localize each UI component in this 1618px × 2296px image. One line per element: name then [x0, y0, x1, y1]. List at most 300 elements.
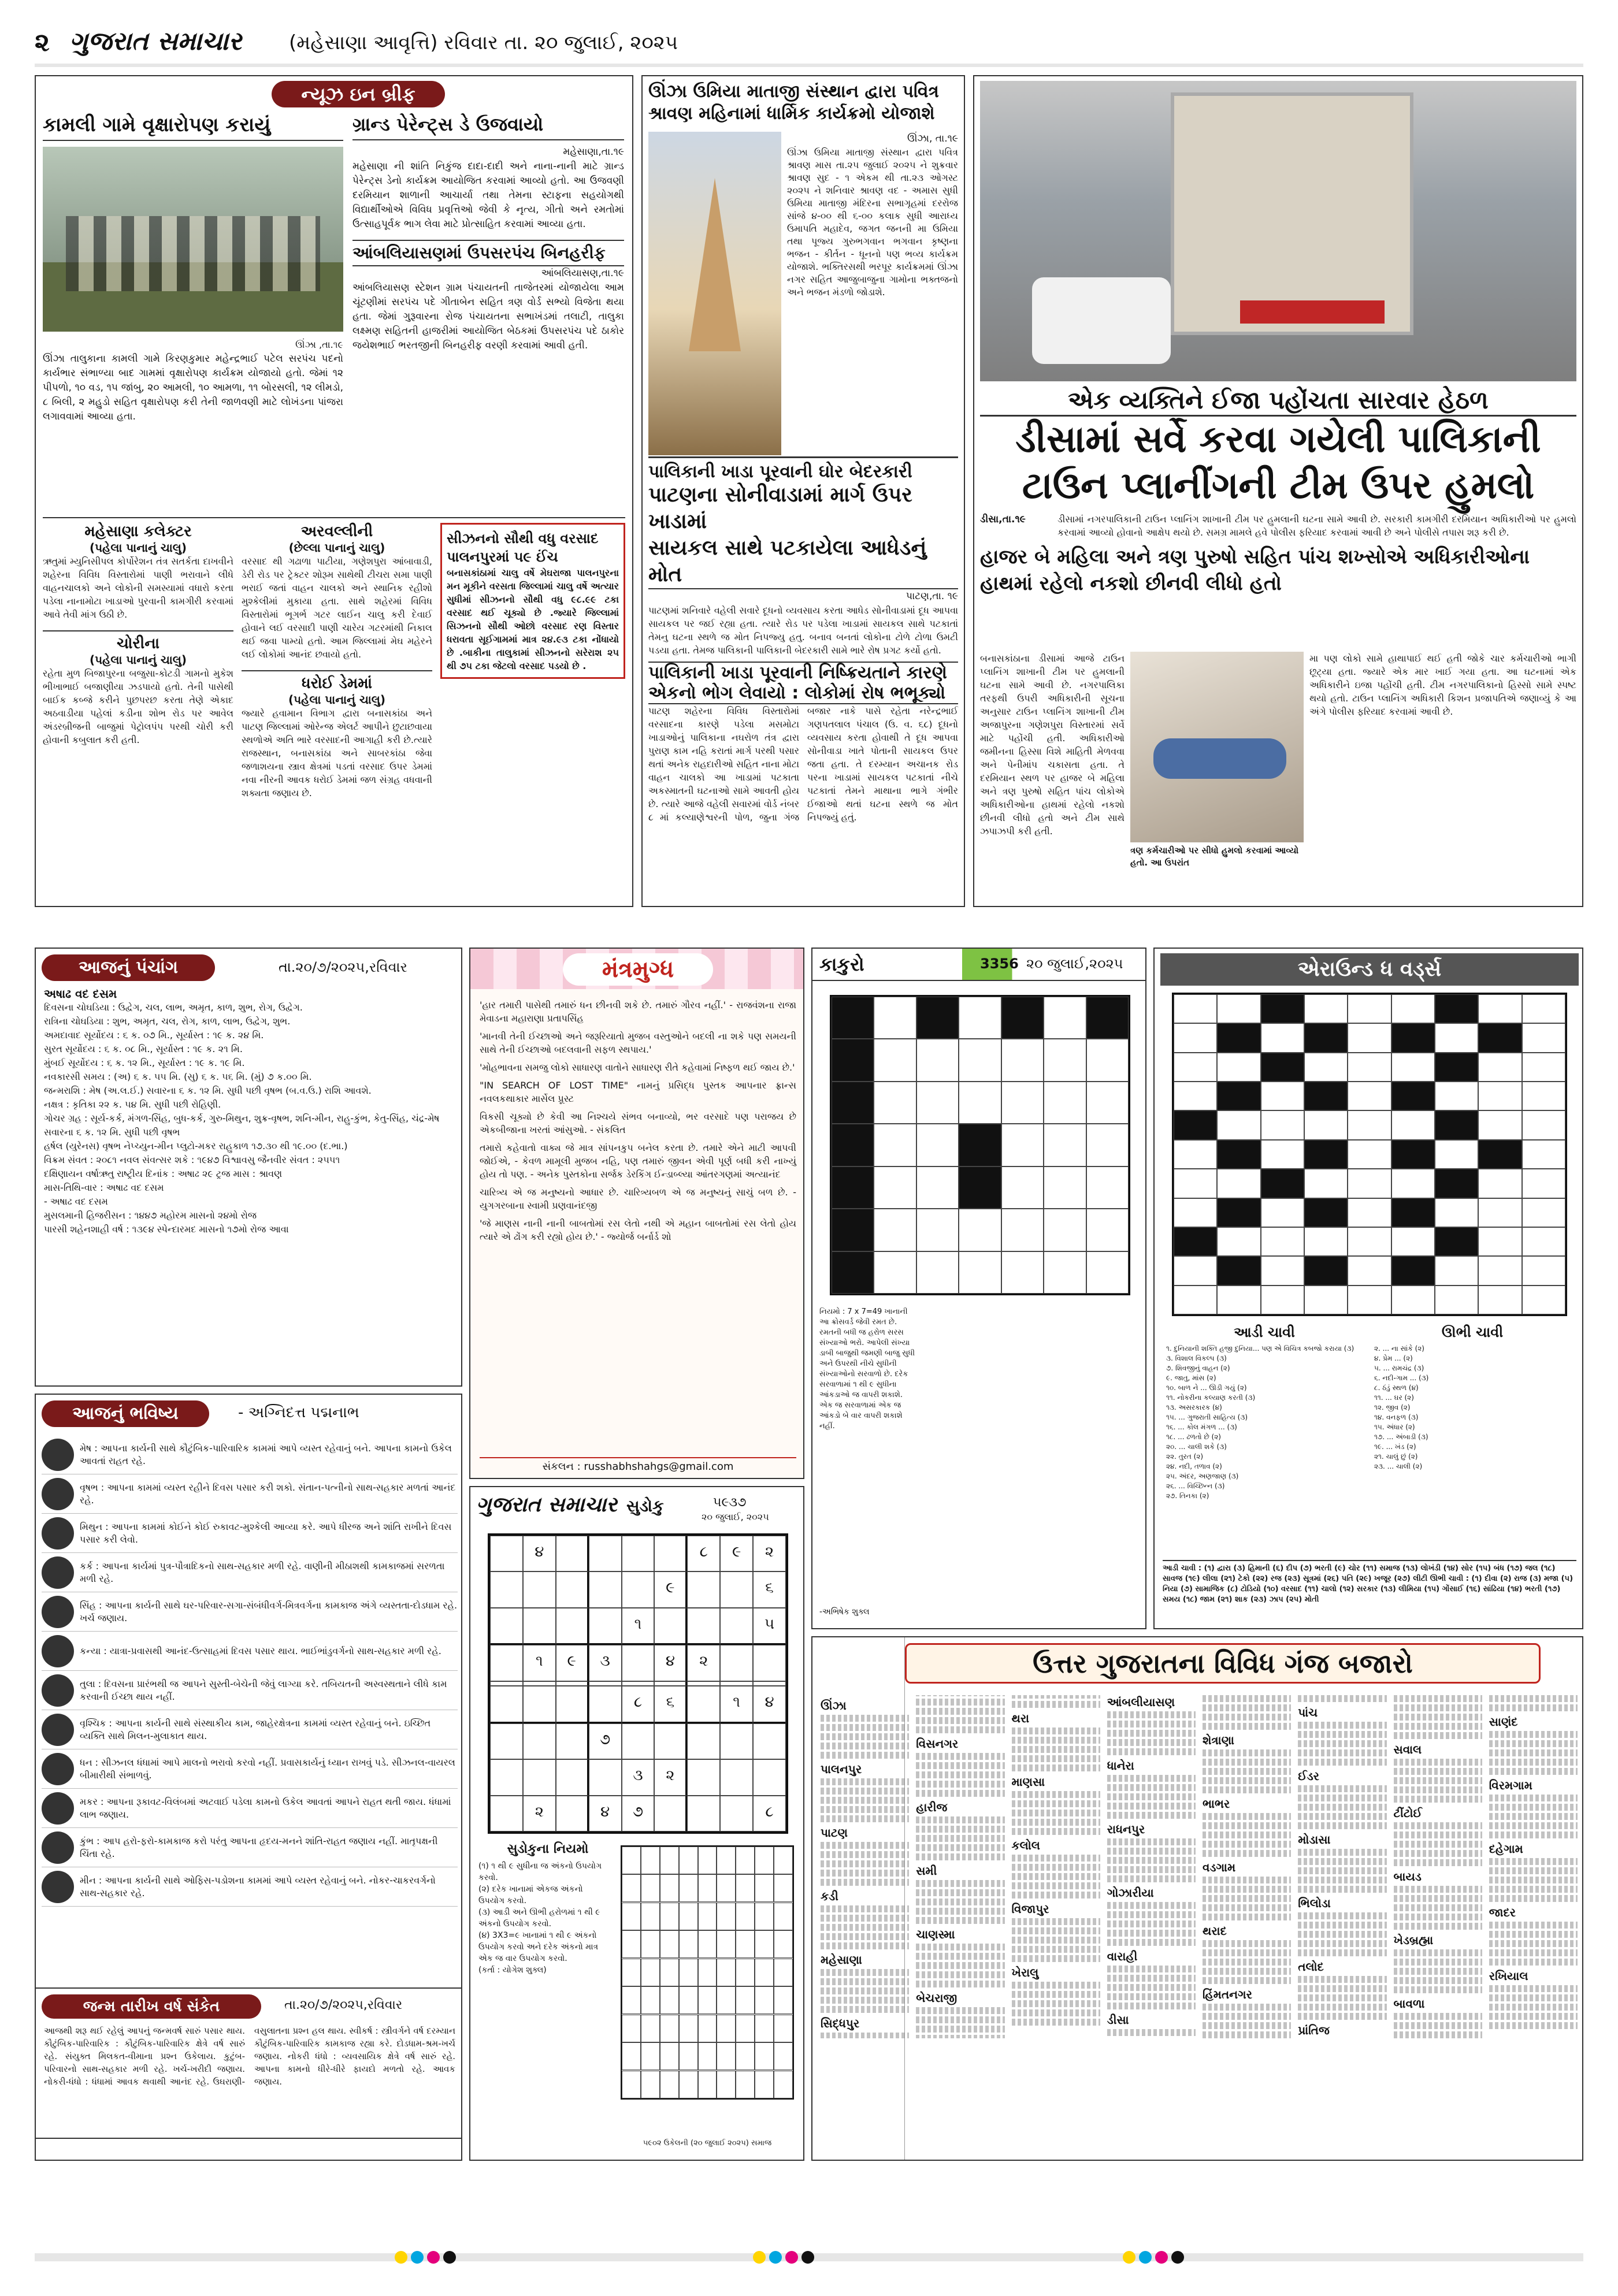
kakuro-cell[interactable] — [916, 1166, 959, 1209]
kakuro-cell[interactable] — [874, 1251, 916, 1294]
crossword-cell[interactable] — [1522, 1286, 1565, 1314]
across-clue: ૨૫. અંદર, અણજાણ (૩) — [1166, 1472, 1239, 1480]
mantra-compiler: સંકલન : russhabhshahgs@gmail.com — [480, 1457, 796, 1473]
market-price-line — [1394, 1841, 1482, 1848]
kakuro-cell[interactable] — [874, 1124, 916, 1166]
sudoku-cell[interactable]: ૪ — [654, 1645, 687, 1681]
horoscope-row — [42, 1474, 458, 1514]
crossword-cell[interactable] — [1348, 1140, 1391, 1169]
crossword-cell[interactable] — [1174, 1169, 1217, 1198]
deesa-kicker: એક વ્યક્તિને ઈજા પહોંચતા સારવાર હેઠળ — [980, 386, 1576, 417]
kakuro-cell[interactable] — [874, 1082, 916, 1124]
crossword-cell[interactable] — [1478, 1023, 1521, 1052]
kakuro-cell[interactable] — [959, 1209, 1001, 1251]
market-price-line — [916, 1835, 1004, 1842]
sudoku-cell[interactable] — [720, 1608, 753, 1645]
sudoku-cell[interactable] — [687, 1796, 720, 1831]
crossword-cell[interactable] — [1522, 1110, 1565, 1139]
horoscope-text: કર્ક : આપના કાર્યમાં પુત્ર-પૌત્રાદિકનો સાથ-સહકાર મળી રહે. વાણીની મીઠાશથી કામકાજમાં સરળતા મળી રહે. — [80, 1560, 445, 1584]
down-clue: ૧૭. ... અંબાડી (૩) — [1374, 1433, 1428, 1441]
sudoku-cell[interactable] — [556, 1759, 589, 1795]
kakuro-cell[interactable] — [1086, 997, 1129, 1039]
dateline: ઊંઝા ,તા.૧૯ — [295, 339, 343, 350]
crossword-cell[interactable] — [1261, 1286, 1304, 1314]
down-clue: ૧૨. જીવ (૨) — [1374, 1403, 1411, 1411]
crossword-cell[interactable] — [1435, 1023, 1478, 1052]
sudoku-cell[interactable] — [589, 1571, 622, 1607]
crossword-cell[interactable] — [1217, 1110, 1260, 1139]
sudoku-cell[interactable] — [687, 1686, 720, 1723]
sudoku-cell[interactable] — [556, 1681, 589, 1686]
sudoku-cell[interactable] — [687, 1759, 720, 1795]
crossword-cell[interactable] — [1174, 1198, 1217, 1227]
crossword-cell[interactable] — [1435, 1169, 1478, 1198]
crossword-cell[interactable] — [1522, 994, 1565, 1023]
sudoku-cell[interactable]: ૬ — [654, 1686, 687, 1723]
sudoku-cell[interactable]: ૫ — [753, 1608, 786, 1645]
kakuro-cell[interactable] — [1044, 997, 1086, 1039]
kakuro-cell[interactable] — [1001, 1124, 1044, 1166]
crossword-cell[interactable] — [1478, 1286, 1521, 1314]
market-price-line — [1107, 1984, 1196, 1991]
crossword-cell[interactable] — [1304, 1023, 1348, 1052]
crossword-cell[interactable] — [1217, 1286, 1260, 1314]
kakuro-cell[interactable] — [1001, 997, 1044, 1039]
sudoku-cell[interactable] — [556, 1608, 589, 1645]
market-name: થરાદ — [1203, 1924, 1227, 1938]
crossword-cell[interactable] — [1304, 1256, 1348, 1285]
sudoku-cell[interactable]: ૧ — [622, 1608, 655, 1645]
crossword-cell[interactable] — [1261, 1082, 1304, 1110]
sudoku-cell[interactable] — [687, 1681, 720, 1686]
sudoku-cell[interactable]: ૭ — [622, 1796, 655, 1831]
sudoku-cell[interactable] — [556, 1571, 589, 1607]
market-price-line — [1298, 1858, 1386, 1865]
sudoku-cell[interactable] — [523, 1608, 556, 1645]
crossword-cell[interactable] — [1217, 1256, 1260, 1285]
kakuro-cell[interactable] — [874, 1209, 916, 1251]
market-price-line — [821, 1715, 909, 1722]
market-price-line — [1012, 1701, 1100, 1708]
crossword-cell[interactable] — [1217, 1053, 1260, 1082]
panchang-line: દિવસના ચોઘડિયા : ઉદ્વેગ, ચલ, લાભ, અમૃત, કાળ, શુભ, રોગ, ઉદ્વેગ. — [44, 1002, 303, 1013]
kakuro-cell[interactable] — [1044, 1124, 1086, 1166]
market-price-line — [916, 1853, 1004, 1860]
kakuro-cell[interactable] — [832, 997, 874, 1039]
crossword-cell[interactable] — [1522, 1169, 1565, 1198]
crossword-cell[interactable] — [1435, 1227, 1478, 1256]
crossword-cell[interactable] — [1348, 1053, 1391, 1082]
crossword-cell[interactable] — [1478, 1256, 1521, 1285]
market-price-line — [916, 1826, 1004, 1833]
sudoku-cell[interactable] — [490, 1759, 523, 1795]
kakuro-cell[interactable] — [1044, 1039, 1086, 1081]
mantra-quote: 'મોહભાવના સમજુ લોકો સાધારણ વાતોને સાધારણ રીતે કહેવામાં નિષ્ફળ થઈ જાય છે.' — [480, 1062, 795, 1073]
cont-collector-body: ઋતુમાં મ્યુનિસીપલ કોર્પોરેશન તંત્ર સતર્કતા દાખવીને શહેરના વિવિધ વિસ્તારોમાં પાણી ભરાવાને લીધે વાહનચાલકો અને લોકોની સમસ્યામાં વધારો કરતા પડેલા નાનામોટા ખાડાઓ પુરવાની કામગીરી કરવામાં આવે તેવી માંગ ઉઠી છે. — [43, 556, 233, 620]
market-price-line — [1012, 1810, 1100, 1816]
sudoku-answer-cell — [755, 2015, 774, 2042]
kakuro-cell[interactable] — [1001, 1251, 1044, 1294]
sudoku-cell[interactable] — [720, 1645, 753, 1681]
sudoku-cell[interactable] — [523, 1759, 556, 1795]
market-name: પ્રાંતિજ — [1298, 2023, 1330, 2037]
crossword-cell[interactable] — [1261, 1169, 1304, 1198]
crossword-cell[interactable] — [1478, 1169, 1521, 1198]
sudoku-cell[interactable] — [490, 1645, 523, 1681]
crossword-grid[interactable] — [1172, 993, 1567, 1316]
sudoku-cell[interactable]: ૮ — [622, 1686, 655, 1723]
crossword-cell[interactable] — [1217, 1023, 1260, 1052]
crossword-cell[interactable] — [1478, 1053, 1521, 1082]
crossword-cell[interactable] — [1174, 1053, 1217, 1082]
market-price-line — [1394, 2031, 1482, 2038]
market-price-line — [1012, 1955, 1100, 1962]
crossword-cell[interactable] — [1348, 1110, 1391, 1139]
kakuro-cell[interactable] — [959, 1251, 1001, 1294]
market-price-line — [1107, 1975, 1196, 1982]
panchang-line: જન્મરાશિ : મેષ (અ.લ.ઈ.) સવારના ૬ ક. ૧૨ મિ. સુધી પછી વૃષભ (બ.વ.ઉ.) રાશિ આવશે. — [44, 1085, 372, 1096]
crossword-cell[interactable] — [1522, 1198, 1565, 1227]
crossword-cell[interactable] — [1348, 1082, 1391, 1110]
market-price-line — [916, 1708, 1004, 1715]
crossword-cell[interactable] — [1261, 1053, 1304, 1082]
market-price-line — [916, 1953, 1004, 1960]
crossword-cell[interactable] — [1261, 1110, 1304, 1139]
crossword-cell[interactable] — [1522, 1053, 1565, 1082]
sudoku-cell[interactable]: ૨ — [654, 1759, 687, 1795]
sudoku-cell[interactable] — [753, 1759, 786, 1795]
crossword-cell[interactable] — [1391, 1110, 1435, 1139]
sudoku-cell[interactable]: ૪ — [753, 1686, 786, 1723]
kakuro-cell[interactable] — [916, 1124, 959, 1166]
sudoku-cell[interactable] — [720, 1571, 753, 1607]
crossword-cell[interactable] — [1478, 1227, 1521, 1256]
crossword-cell[interactable] — [1391, 1169, 1435, 1198]
sudoku-cell[interactable] — [556, 1723, 589, 1759]
market-price-line — [1489, 1768, 1578, 1775]
market-title: ઉત્તર ગુજરાતના વિવિધ ગંજ બજારો — [905, 1643, 1541, 1684]
crossword-cell[interactable] — [1217, 994, 1260, 1023]
crossword-cell[interactable] — [1217, 1169, 1260, 1198]
crossword-cell[interactable] — [1304, 1286, 1348, 1314]
market-name: હિંમતનગર — [1203, 1987, 1252, 2001]
sudoku-cell[interactable] — [753, 1681, 786, 1686]
sudoku-cell[interactable]: ૯ — [654, 1571, 687, 1607]
kakuro-cell[interactable] — [874, 1166, 916, 1209]
crossword-cell[interactable] — [1304, 1053, 1348, 1082]
kakuro-cell[interactable] — [916, 1082, 959, 1124]
sudoku-cell[interactable] — [687, 1608, 720, 1645]
market-price-line — [1012, 1873, 1100, 1880]
crossword-cell[interactable] — [1522, 1023, 1565, 1052]
rain-box-body: બનાસકાંઠામાં ચાલુ વર્ષે મેઘરાજા પાલનપુરના મન મૂકીને વરસતા જિલ્લામાં ચાલુ વર્ષે અત્યાર સુધીમાં સીઝનનો સૌથી વધુ ૯૮.૯૯ ટકા વરસાદ થઈ ચૂક્યો છે .જ્યારે જિલ્લામાં સિઝનનો સૌથી ઓછો વરસાદ રણ વિસ્તાર ધરાવતા સૂઈગામમાં માત્ર ૨૪.૯૩ ટકા નોંધાયો છે .બાકીના તાલુકામાં સીઝનનો સરેરાશ ૨૫ થી ૭૫ ટકા જેટલો વરસાદ પડયો છે . — [447, 567, 619, 671]
sudoku-cell[interactable] — [753, 1723, 786, 1759]
kakuro-cell[interactable] — [959, 1166, 1001, 1209]
crossword-cell[interactable] — [1391, 1140, 1435, 1169]
kakuro-cell[interactable] — [916, 1251, 959, 1294]
sudoku-cell[interactable] — [556, 1686, 589, 1723]
sudoku-cell[interactable] — [654, 1796, 687, 1831]
kakuro-cell[interactable] — [832, 1124, 874, 1166]
sudoku-answer-cell — [679, 1930, 698, 1958]
sudoku-cell[interactable] — [523, 1686, 556, 1723]
crossword-cell[interactable] — [1348, 994, 1391, 1023]
sudoku-cell[interactable]: ૮ — [753, 1796, 786, 1831]
crossword-cell[interactable] — [1348, 1256, 1391, 1285]
kakuro-cell[interactable] — [1001, 1209, 1044, 1251]
sudoku-cell[interactable] — [490, 1608, 523, 1645]
crossword-cell[interactable] — [1304, 1198, 1348, 1227]
market-name: કડી — [821, 1889, 838, 1903]
sudoku-cell[interactable]: ૭ — [589, 1723, 622, 1759]
crossword-cell[interactable] — [1435, 1198, 1478, 1227]
crossword-cell[interactable] — [1522, 1140, 1565, 1169]
sudoku-cell[interactable] — [622, 1681, 655, 1686]
kakuro-cell[interactable] — [1001, 1082, 1044, 1124]
crossword-cell[interactable] — [1348, 1227, 1391, 1256]
sudoku-cell[interactable] — [490, 1723, 523, 1759]
market-price-line — [1203, 1723, 1291, 1730]
sudoku-cell[interactable] — [589, 1536, 622, 1571]
crossword-cell[interactable] — [1478, 1110, 1521, 1139]
crossword-cell[interactable] — [1261, 1198, 1304, 1227]
crossword-cell[interactable] — [1217, 1140, 1260, 1169]
sudoku-cell[interactable] — [753, 1645, 786, 1681]
crossword-cell[interactable] — [1174, 1110, 1217, 1139]
sudoku-cell[interactable] — [556, 1536, 589, 1571]
kakuro-cell[interactable] — [1044, 1251, 1086, 1294]
sudoku-cell[interactable]: ૯ — [720, 1536, 753, 1571]
crossword-cell[interactable] — [1304, 1227, 1348, 1256]
crossword-cell[interactable] — [1261, 1023, 1304, 1052]
sudoku-cell[interactable] — [720, 1681, 753, 1686]
kakuro-cell[interactable] — [832, 1082, 874, 1124]
sudoku-cell[interactable]: ૩ — [589, 1645, 622, 1681]
crossword-cell[interactable] — [1174, 1023, 1217, 1052]
crossword-cell[interactable] — [1217, 1227, 1260, 1256]
sudoku-answer-cell — [641, 1903, 660, 1930]
crossword-cell[interactable] — [1435, 1053, 1478, 1082]
sudoku-answer-cell — [774, 1959, 793, 1986]
sudoku-cell[interactable]: ૯ — [556, 1645, 589, 1681]
crossword-cell[interactable] — [1522, 1227, 1565, 1256]
sudoku-cell[interactable] — [589, 1681, 622, 1686]
market-name: જાદર — [1489, 1905, 1516, 1919]
kakuro-cell[interactable] — [1086, 1251, 1129, 1294]
market-price-line — [1298, 1922, 1386, 1929]
crossword-cell[interactable] — [1304, 1140, 1348, 1169]
kakuro-cell[interactable] — [874, 997, 916, 1039]
sudoku-cell[interactable] — [654, 1723, 687, 1759]
market-price-line — [1298, 1795, 1386, 1801]
sudoku-cell[interactable]: ૧ — [720, 1686, 753, 1723]
sudoku-cell[interactable]: ૨ — [523, 1796, 556, 1831]
crossword-cell[interactable] — [1391, 1023, 1435, 1052]
kakuro-cell[interactable] — [874, 1039, 916, 1081]
crossword-cell[interactable] — [1391, 1082, 1435, 1110]
market-price-line — [1489, 1858, 1578, 1865]
sudoku-answer-cell — [774, 2015, 793, 2042]
crossword-cell[interactable] — [1304, 994, 1348, 1023]
crossword-cell[interactable] — [1435, 1140, 1478, 1169]
sudoku-grid[interactable] — [488, 1533, 788, 1834]
crossword-cell[interactable] — [1435, 1256, 1478, 1285]
kakuro-cell[interactable] — [1086, 1082, 1129, 1124]
sudoku-cell[interactable] — [556, 1796, 589, 1831]
birthday-body: આજથી શરૂ થઈ રહેલું આપનું જન્મવર્ષ સારું પસાર થાય. કૌટુંબિક-પારિવારિક : કૌટુંબિક-પારિવારિક ક્ષેત્રે વર્ષ સારું રહે. સંયુક્ત મિલકત-વીમાના પ્રશ્ન ઉકેલાય. કુટુંબ-પરિવારનો સાથ-સહકાર મળી રહે. ખર્ચ-ખરીદી જણાય. નોકરી-ધંધો : ધંધામાં આવક થવાથી આનંદ રહે. ઉઘરાણી-વસુલાતના પ્રશ્ન હલ થાય. સ્વીકર્ષ : સ્ત્રીવર્ગને વર્ષ દરમ્યાન કૌટુંબિક-પારિવારિક કામકાજ રહ્યા કરે. દોડધામ-શ્રમ-ખર્ચ જણાય. નોકરી ધંધો : વ્યવસાયિક ક્ષેત્રે વર્ષ સારું રહે. આપના કામનો ધીરે-ધીરે ફાયદો મળતો રહે. આવક જણાય. — [44, 2026, 455, 2087]
crossword-cell[interactable] — [1261, 1256, 1304, 1285]
kakuro-cell[interactable] — [1001, 1166, 1044, 1209]
kakuro-cell[interactable] — [916, 1039, 959, 1081]
sudoku-cell[interactable] — [523, 1681, 556, 1686]
kakuro-cell[interactable] — [1044, 1166, 1086, 1209]
sudoku-cell[interactable] — [622, 1571, 655, 1607]
kakuro-cell[interactable] — [916, 997, 959, 1039]
sudoku-cell[interactable] — [622, 1536, 655, 1571]
market-price-line — [916, 1717, 1004, 1724]
crossword-cell[interactable] — [1478, 994, 1521, 1023]
kakuro-cell[interactable] — [1086, 1166, 1129, 1209]
crossword-cell[interactable] — [1348, 1169, 1391, 1198]
sudoku-answer-cell — [717, 2071, 736, 2098]
kakuro-cell[interactable] — [916, 1209, 959, 1251]
crossword-cell[interactable] — [1174, 1286, 1217, 1314]
sudoku-answer-cell — [774, 2071, 793, 2098]
sudoku-cell[interactable]: ૨ — [753, 1536, 786, 1571]
crossword-cell[interactable] — [1522, 1256, 1565, 1285]
kakuro-cell[interactable] — [1086, 1209, 1129, 1251]
sudoku-cell[interactable] — [490, 1681, 523, 1686]
sudoku-cell[interactable] — [654, 1536, 687, 1571]
crossword-cell[interactable] — [1522, 1082, 1565, 1110]
market-price-line — [916, 1816, 1004, 1823]
crossword-cell[interactable] — [1391, 1053, 1435, 1082]
sudoku-cell[interactable] — [490, 1536, 523, 1571]
kakuro-cell[interactable] — [959, 1039, 1001, 1081]
sudoku-cell[interactable]: ૮ — [687, 1536, 720, 1571]
crossword-cell[interactable] — [1435, 1110, 1478, 1139]
crossword-cell[interactable] — [1174, 1082, 1217, 1110]
panchang-line: માસ-તિથિ-વાર : અષાઢ વદ દસમ — [44, 1182, 164, 1193]
sudoku-cell[interactable] — [654, 1681, 687, 1686]
sudoku-cell[interactable]: ૪ — [523, 1536, 556, 1571]
cont-dharoi-sub: (પહેલા પાનાનું ચાલુ) — [288, 693, 386, 707]
kakuro-cell[interactable] — [1086, 1124, 1129, 1166]
crossword-cell[interactable] — [1435, 1082, 1478, 1110]
market-price-line — [821, 1752, 909, 1759]
crossword-cell[interactable] — [1478, 1140, 1521, 1169]
crossword-cell[interactable] — [1348, 1198, 1391, 1227]
crossword-cell[interactable] — [1391, 1198, 1435, 1227]
market-name: ભાભર — [1203, 1797, 1230, 1811]
crossword-cell[interactable] — [1348, 1286, 1391, 1314]
down-clue: ૨૩. ... ચાલી (૨) — [1374, 1462, 1423, 1470]
crossword-cell[interactable] — [1348, 1023, 1391, 1052]
sudoku-cell[interactable] — [687, 1723, 720, 1759]
crossword-cell[interactable] — [1174, 1227, 1217, 1256]
sudoku-cell[interactable] — [654, 1608, 687, 1645]
kakuro-cell[interactable] — [1044, 1209, 1086, 1251]
kakuro-grid[interactable] — [830, 995, 1130, 1295]
market-price-line — [1107, 1911, 1196, 1918]
horoscope-text: કન્યા : યાત્રા-પ્રવાસથી આનંદ-ઉત્સાહમાં દિવસ પસાર થાય. ભાઈભાંડુવર્ગનો સાથ-સહકાર મળી રહે. — [80, 1645, 441, 1656]
paper-name: ગુજરાત સમાચાર — [69, 27, 242, 56]
sudoku-cell[interactable] — [687, 1571, 720, 1607]
kakuro-cell[interactable] — [832, 1209, 874, 1251]
sudoku-rules-heading: સુડોકુના નિયમો — [507, 1842, 589, 1856]
sudoku-cell[interactable] — [523, 1571, 556, 1607]
kakuro-cell[interactable] — [1044, 1082, 1086, 1124]
sudoku-cell[interactable]: ૪ — [589, 1796, 622, 1831]
crossword-cell[interactable] — [1391, 994, 1435, 1023]
crossword-cell[interactable] — [1478, 1082, 1521, 1110]
sudoku-cell[interactable] — [589, 1759, 622, 1795]
crossword-cell[interactable] — [1174, 994, 1217, 1023]
kakuro-cell[interactable] — [959, 1124, 1001, 1166]
crossword-cell[interactable] — [1435, 994, 1478, 1023]
crossword-cell[interactable] — [1391, 1256, 1435, 1285]
sudoku-answer-cell — [717, 1903, 736, 1930]
sudoku-cell[interactable] — [589, 1686, 622, 1723]
sudoku-answer-cell — [698, 1930, 717, 1958]
crossword-cell[interactable] — [1304, 1169, 1348, 1198]
down-clue: ૪. પ્રેમ ... (૨) — [1374, 1354, 1413, 1362]
kakuro-cell[interactable] — [832, 1039, 874, 1081]
sudoku-cell[interactable] — [490, 1796, 523, 1831]
crossword-cell[interactable] — [1174, 1140, 1217, 1169]
kakuro-rules: નિયમો : 7 x 7=49 ખાનાની આ ક્રોસવર્ડ જેવી રમત છે. રમતની બધી જ હરોળ સરસ સંખ્યાઓ ભરો. આપેલી સંખ્યા ડાબી બાજુથી જમણી બાજુ સુધી અને ઉપરથી નીચે સુધીની સંખ્યાઓનો સરવાળો છે. દરેક સરવાળામાં ૧ થી ૯ સુધીના આંકડાઓ જ વાપરી શકાશે. એક જ સરવાળામાં એક જ આંકડો બે વાર વાપરી શકાશે નહીં. — [819, 1307, 915, 1431]
sudoku-cell[interactable]: ૨ — [687, 1645, 720, 1681]
sudoku-cell[interactable]: ૧ — [523, 1645, 556, 1681]
kakuro-cell[interactable] — [959, 997, 1001, 1039]
kakuro-label: કાકુરો — [819, 953, 864, 975]
crossword-cell[interactable] — [1391, 1286, 1435, 1314]
crossword-cell[interactable] — [1478, 1198, 1521, 1227]
crossword-cell[interactable] — [1261, 1227, 1304, 1256]
crossword-cell[interactable] — [1304, 1082, 1348, 1110]
sudoku-cell[interactable] — [589, 1608, 622, 1645]
across-clue: ૨૬. ... વિચ્છિન્ન (૩) — [1166, 1482, 1225, 1490]
kakuro-cell[interactable] — [832, 1166, 874, 1209]
sudoku-cell[interactable] — [490, 1571, 523, 1607]
sudoku-cell[interactable] — [523, 1723, 556, 1759]
crossword-cell[interactable] — [1391, 1227, 1435, 1256]
sudoku-cell[interactable]: ૩ — [622, 1759, 655, 1795]
sudoku-cell[interactable]: ૬ — [753, 1571, 786, 1607]
kakuro-cell[interactable] — [959, 1082, 1001, 1124]
crossword-cell[interactable] — [1304, 1110, 1348, 1139]
kakuro-cell[interactable] — [1086, 1039, 1129, 1081]
crossword-cell[interactable] — [1435, 1286, 1478, 1314]
crossword-cell[interactable] — [1261, 1140, 1304, 1169]
sudoku-cell[interactable] — [720, 1723, 753, 1759]
sudoku-cell[interactable] — [720, 1796, 753, 1831]
kakuro-cell[interactable] — [832, 1251, 874, 1294]
sudoku-cell[interactable] — [622, 1723, 655, 1759]
crossword-cell[interactable] — [1174, 1256, 1217, 1285]
crossword-cell[interactable] — [1217, 1198, 1260, 1227]
market-price-line — [1489, 2013, 1578, 2020]
sudoku-cell[interactable] — [490, 1686, 523, 1723]
sudoku-cell[interactable] — [622, 1645, 655, 1681]
sudoku-cell[interactable] — [720, 1759, 753, 1795]
market-price-line — [1298, 1877, 1386, 1883]
crossword-cell[interactable] — [1217, 1082, 1260, 1110]
kakuro-cell[interactable] — [1001, 1039, 1044, 1081]
market-price-line — [1203, 2031, 1291, 2038]
crossword-cell[interactable] — [1261, 994, 1304, 1023]
market-price-line — [1489, 1985, 1578, 1992]
